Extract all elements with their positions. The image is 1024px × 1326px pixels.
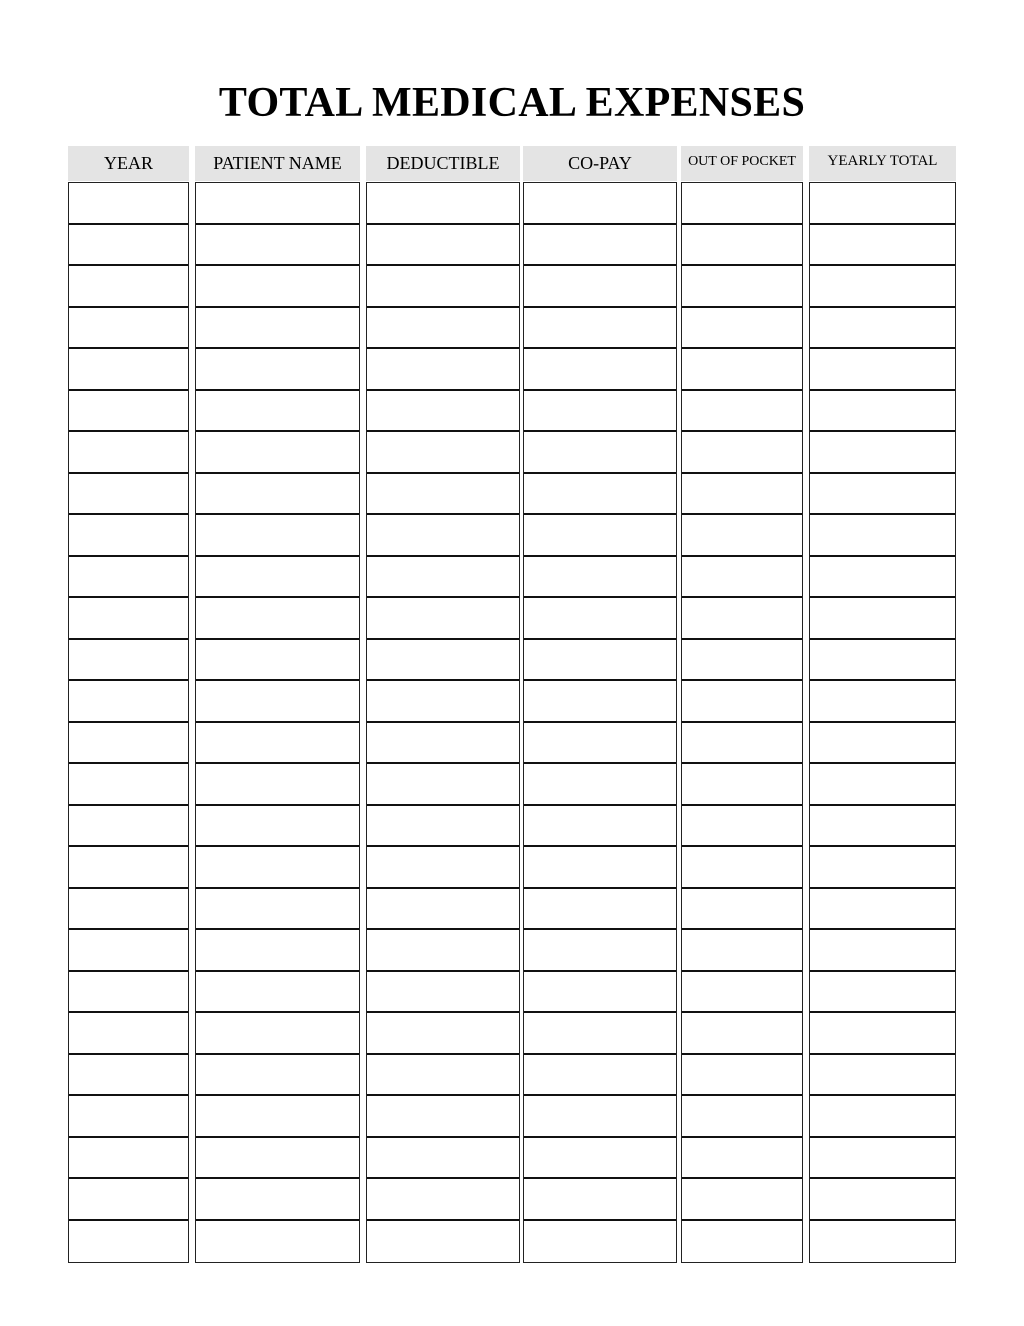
- entry-cell-yearly-total[interactable]: [810, 183, 955, 225]
- column-yearly-total: [809, 146, 956, 1263]
- entry-cell-deductible[interactable]: [367, 308, 519, 350]
- entry-cell-yearly-total[interactable]: [810, 225, 955, 267]
- entry-cell-co-pay[interactable]: [524, 474, 676, 516]
- column-out-of-pocket: [681, 146, 803, 1263]
- entry-cell-out-of-pocket[interactable]: [682, 349, 802, 391]
- entry-cell-patient-name[interactable]: [196, 1096, 359, 1138]
- entry-cell-co-pay[interactable]: [524, 515, 676, 557]
- entry-cell-deductible[interactable]: [367, 515, 519, 557]
- entry-cell-yearly-total[interactable]: [810, 266, 955, 308]
- entry-cell-out-of-pocket[interactable]: [682, 723, 802, 765]
- entry-cell-out-of-pocket[interactable]: [682, 557, 802, 599]
- entry-cell-patient-name[interactable]: [196, 847, 359, 889]
- entry-cell-year[interactable]: [69, 1179, 188, 1221]
- entry-cell-patient-name[interactable]: [196, 1055, 359, 1097]
- entry-cell-out-of-pocket[interactable]: [682, 764, 802, 806]
- entry-cell-year[interactable]: [69, 308, 188, 350]
- entry-cell-patient-name[interactable]: [196, 806, 359, 848]
- entry-cell-co-pay[interactable]: [524, 266, 676, 308]
- entry-cell-co-pay[interactable]: [524, 183, 676, 225]
- entry-cell-yearly-total[interactable]: [810, 557, 955, 599]
- entry-cell-out-of-pocket[interactable]: [682, 640, 802, 682]
- entry-cell-year[interactable]: [69, 432, 188, 474]
- entry-cell-year[interactable]: [69, 391, 188, 433]
- entry-cell-out-of-pocket[interactable]: [682, 1138, 802, 1180]
- entry-cell-year[interactable]: [69, 1013, 188, 1055]
- entry-cell-yearly-total[interactable]: [810, 681, 955, 723]
- column-deductible: [366, 146, 520, 1263]
- entry-cell-year[interactable]: [69, 764, 188, 806]
- column-co-pay: [523, 146, 677, 1263]
- column-header-yearly-total: YEARLY TOTAL: [809, 146, 956, 181]
- entry-cell-out-of-pocket[interactable]: [682, 1096, 802, 1138]
- cells-yearly-total: [809, 182, 956, 1263]
- entry-cell-year[interactable]: [69, 1221, 188, 1263]
- entry-cell-yearly-total[interactable]: [810, 598, 955, 640]
- entry-cell-patient-name[interactable]: [196, 391, 359, 433]
- entry-cell-co-pay[interactable]: [524, 972, 676, 1014]
- entry-cell-patient-name[interactable]: [196, 1013, 359, 1055]
- column-header-year: YEAR: [68, 146, 189, 181]
- entry-cell-year[interactable]: [69, 930, 188, 972]
- entry-cell-out-of-pocket[interactable]: [682, 1221, 802, 1263]
- entry-cell-out-of-pocket[interactable]: [682, 972, 802, 1014]
- entry-cell-yearly-total[interactable]: [810, 1221, 955, 1263]
- entry-cell-co-pay[interactable]: [524, 432, 676, 474]
- entry-cell-deductible[interactable]: [367, 930, 519, 972]
- entry-cell-patient-name[interactable]: [196, 1138, 359, 1180]
- entry-cell-out-of-pocket[interactable]: [682, 515, 802, 557]
- entry-cell-patient-name[interactable]: [196, 474, 359, 516]
- entry-cell-year[interactable]: [69, 349, 188, 391]
- entry-cell-co-pay[interactable]: [524, 391, 676, 433]
- entry-cell-deductible[interactable]: [367, 598, 519, 640]
- entry-cell-deductible[interactable]: [367, 847, 519, 889]
- entry-cell-co-pay[interactable]: [524, 723, 676, 765]
- entry-cell-patient-name[interactable]: [196, 972, 359, 1014]
- entry-cell-out-of-pocket[interactable]: [682, 806, 802, 848]
- entry-cell-co-pay[interactable]: [524, 889, 676, 931]
- entry-cell-co-pay[interactable]: [524, 1096, 676, 1138]
- entry-cell-deductible[interactable]: [367, 391, 519, 433]
- entry-cell-patient-name[interactable]: [196, 349, 359, 391]
- entry-cell-patient-name[interactable]: [196, 681, 359, 723]
- entry-cell-deductible[interactable]: [367, 889, 519, 931]
- entry-cell-co-pay[interactable]: [524, 1055, 676, 1097]
- entry-cell-yearly-total[interactable]: [810, 1013, 955, 1055]
- entry-cell-out-of-pocket[interactable]: [682, 1179, 802, 1221]
- entry-cell-co-pay[interactable]: [524, 598, 676, 640]
- entry-cell-yearly-total[interactable]: [810, 640, 955, 682]
- entry-cell-deductible[interactable]: [367, 1055, 519, 1097]
- entry-cell-co-pay[interactable]: [524, 1013, 676, 1055]
- cells-co-pay: [523, 182, 677, 1263]
- entry-cell-year[interactable]: [69, 972, 188, 1014]
- entry-cell-out-of-pocket[interactable]: [682, 847, 802, 889]
- entry-cell-out-of-pocket[interactable]: [682, 432, 802, 474]
- entry-cell-year[interactable]: [69, 847, 188, 889]
- entry-cell-yearly-total[interactable]: [810, 972, 955, 1014]
- entry-cell-co-pay[interactable]: [524, 308, 676, 350]
- entry-cell-year[interactable]: [69, 806, 188, 848]
- entry-cell-deductible[interactable]: [367, 349, 519, 391]
- column-header-out-of-pocket: OUT OF POCKET: [681, 146, 803, 181]
- column-header-patient-name: PATIENT NAME: [195, 146, 360, 181]
- entry-cell-year[interactable]: [69, 225, 188, 267]
- entry-cell-co-pay[interactable]: [524, 1221, 676, 1263]
- entry-cell-year[interactable]: [69, 640, 188, 682]
- entry-cell-yearly-total[interactable]: [810, 889, 955, 931]
- entry-cell-co-pay[interactable]: [524, 225, 676, 267]
- entry-cell-year[interactable]: [69, 474, 188, 516]
- entry-cell-deductible[interactable]: [367, 266, 519, 308]
- entry-cell-deductible[interactable]: [367, 1138, 519, 1180]
- entry-cell-yearly-total[interactable]: [810, 806, 955, 848]
- entry-cell-deductible[interactable]: [367, 1096, 519, 1138]
- entry-cell-year[interactable]: [69, 557, 188, 599]
- entry-cell-yearly-total[interactable]: [810, 764, 955, 806]
- entry-cell-yearly-total[interactable]: [810, 847, 955, 889]
- cells-patient-name: [195, 182, 360, 1263]
- entry-cell-patient-name[interactable]: [196, 557, 359, 599]
- entry-cell-co-pay[interactable]: [524, 1138, 676, 1180]
- entry-cell-patient-name[interactable]: [196, 225, 359, 267]
- entry-cell-deductible[interactable]: [367, 1179, 519, 1221]
- entry-cell-deductible[interactable]: [367, 723, 519, 765]
- entry-cell-year[interactable]: [69, 889, 188, 931]
- entry-cell-patient-name[interactable]: [196, 889, 359, 931]
- entry-cell-out-of-pocket[interactable]: [682, 474, 802, 516]
- entry-cell-out-of-pocket[interactable]: [682, 598, 802, 640]
- entry-cell-patient-name[interactable]: [196, 183, 359, 225]
- cells-deductible: [366, 182, 520, 1263]
- entry-cell-out-of-pocket[interactable]: [682, 889, 802, 931]
- entry-cell-co-pay[interactable]: [524, 557, 676, 599]
- entry-cell-patient-name[interactable]: [196, 598, 359, 640]
- entry-cell-yearly-total[interactable]: [810, 432, 955, 474]
- entry-cell-deductible[interactable]: [367, 183, 519, 225]
- entry-cell-deductible[interactable]: [367, 432, 519, 474]
- page-title: TOTAL MEDICAL EXPENSES: [218, 80, 806, 126]
- entry-cell-out-of-pocket[interactable]: [682, 225, 802, 267]
- entry-cell-out-of-pocket[interactable]: [682, 1055, 802, 1097]
- entry-cell-out-of-pocket[interactable]: [682, 266, 802, 308]
- entry-cell-patient-name[interactable]: [196, 1179, 359, 1221]
- entry-cell-yearly-total[interactable]: [810, 308, 955, 350]
- entry-cell-yearly-total[interactable]: [810, 391, 955, 433]
- entry-cell-deductible[interactable]: [367, 764, 519, 806]
- entry-cell-deductible[interactable]: [367, 225, 519, 267]
- entry-cell-yearly-total[interactable]: [810, 474, 955, 516]
- entry-cell-yearly-total[interactable]: [810, 930, 955, 972]
- entry-cell-yearly-total[interactable]: [810, 349, 955, 391]
- entry-cell-yearly-total[interactable]: [810, 1179, 955, 1221]
- entry-cell-year[interactable]: [69, 266, 188, 308]
- entry-cell-yearly-total[interactable]: [810, 723, 955, 765]
- entry-cell-co-pay[interactable]: [524, 930, 676, 972]
- entry-cell-patient-name[interactable]: [196, 764, 359, 806]
- entry-cell-out-of-pocket[interactable]: [682, 681, 802, 723]
- entry-cell-patient-name[interactable]: [196, 930, 359, 972]
- entry-cell-deductible[interactable]: [367, 474, 519, 516]
- entry-cell-year[interactable]: [69, 183, 188, 225]
- entry-cell-co-pay[interactable]: [524, 806, 676, 848]
- entry-cell-patient-name[interactable]: [196, 515, 359, 557]
- column-year: [68, 146, 189, 1263]
- entry-cell-patient-name[interactable]: [196, 723, 359, 765]
- entry-cell-year[interactable]: [69, 1138, 188, 1180]
- entry-cell-year[interactable]: [69, 1055, 188, 1097]
- entry-cell-year[interactable]: [69, 598, 188, 640]
- entry-cell-patient-name[interactable]: [196, 640, 359, 682]
- entry-cell-out-of-pocket[interactable]: [682, 183, 802, 225]
- entry-cell-patient-name[interactable]: [196, 266, 359, 308]
- entry-cell-deductible[interactable]: [367, 640, 519, 682]
- entry-cell-year[interactable]: [69, 681, 188, 723]
- entry-cell-out-of-pocket[interactable]: [682, 930, 802, 972]
- entry-cell-yearly-total[interactable]: [810, 1138, 955, 1180]
- entry-cell-co-pay[interactable]: [524, 349, 676, 391]
- cells-year: [68, 182, 189, 1263]
- column-header-co-pay: CO-PAY: [523, 146, 677, 181]
- entry-cell-yearly-total[interactable]: [810, 1096, 955, 1138]
- entry-cell-yearly-total[interactable]: [810, 1055, 955, 1097]
- column-header-deductible: DEDUCTIBLE: [366, 146, 520, 181]
- entry-cell-patient-name[interactable]: [196, 308, 359, 350]
- entry-cell-patient-name[interactable]: [196, 432, 359, 474]
- entry-cell-deductible[interactable]: [367, 806, 519, 848]
- entry-cell-out-of-pocket[interactable]: [682, 1013, 802, 1055]
- column-patient-name: [195, 146, 360, 1263]
- entry-cell-deductible[interactable]: [367, 557, 519, 599]
- entry-cell-out-of-pocket[interactable]: [682, 391, 802, 433]
- entry-cell-out-of-pocket[interactable]: [682, 308, 802, 350]
- entry-cell-co-pay[interactable]: [524, 640, 676, 682]
- entry-cell-co-pay[interactable]: [524, 764, 676, 806]
- entry-cell-patient-name[interactable]: [196, 1221, 359, 1263]
- cells-out-of-pocket: [681, 182, 803, 1263]
- entry-cell-year[interactable]: [69, 1096, 188, 1138]
- entry-cell-year[interactable]: [69, 515, 188, 557]
- entry-cell-deductible[interactable]: [367, 1221, 519, 1263]
- entry-cell-yearly-total[interactable]: [810, 515, 955, 557]
- entry-cell-deductible[interactable]: [367, 1013, 519, 1055]
- entry-cell-year[interactable]: [69, 723, 188, 765]
- entry-cell-co-pay[interactable]: [524, 681, 676, 723]
- entry-cell-co-pay[interactable]: [524, 1179, 676, 1221]
- entry-cell-co-pay[interactable]: [524, 847, 676, 889]
- entry-cell-deductible[interactable]: [367, 681, 519, 723]
- entry-cell-deductible[interactable]: [367, 972, 519, 1014]
